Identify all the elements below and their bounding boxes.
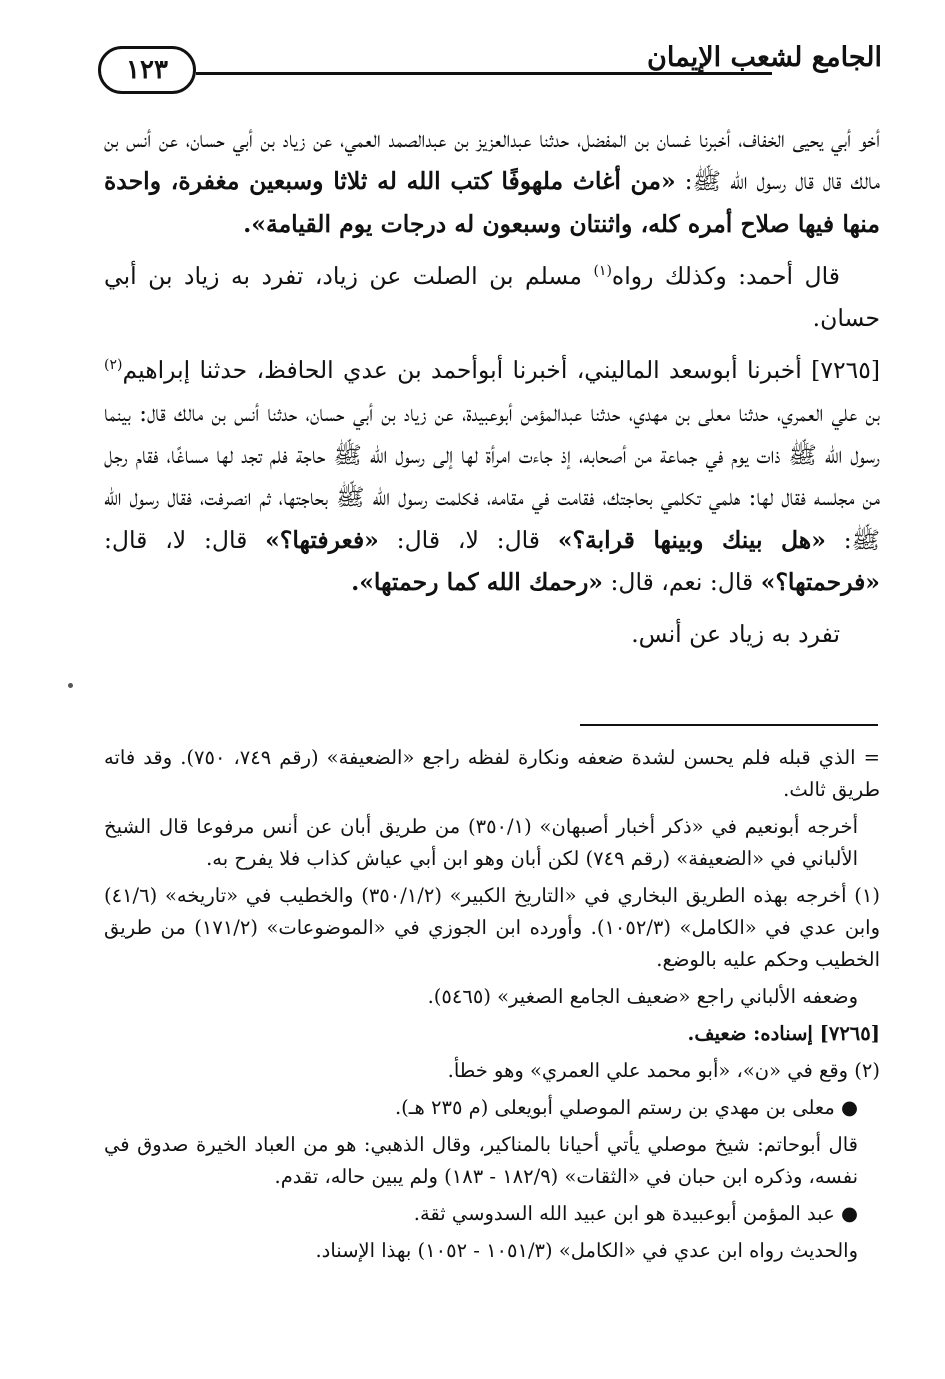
- paragraph-tafarrud: تفرد به زياد عن أنس.: [631, 620, 840, 649]
- footnote-abu-nuaym: أخرجه أبونعيم في «ذكر أخبار أصبهان» (٣٥٠/١) من طريق أبان عن أنس مرفوعا قال الشيخ الألباني في «الضعيفة» (رقم ٧٤٩) لكن أبان وهو ابن أبي عياش كذاب فلا يفرح به.: [104, 815, 858, 870]
- hadith-2-reply-3: قال: نعم، قال:: [602, 567, 761, 596]
- footnote-2: (٢) وقع في «ن»، «أبو محمد علي العمري» وهو خطأ.: [447, 1059, 880, 1082]
- comment-part-a: قال أحمد: وكذلك رواه: [611, 261, 840, 290]
- narrator-mualla: ● معلى بن مهدي بن رستم الموصلي أبويعلى (م ٢٣٥ هـ).: [394, 1096, 858, 1119]
- main-text: [104, 118, 880, 666]
- hadith-1-chain: أخو أبي يحيى الخفاف، أخبرنا غسان بن المفضل، حدثنا عبدالعزيز بن عبدالصمد العمي، عن زياد بن أبي حسان، عن أنس بن مالك قال قال رسول الله ﷺ:: [104, 125, 880, 196]
- scan-speck: [68, 683, 73, 688]
- page-header: [98, 40, 882, 106]
- footnote-1: (١) أخرجه بهذه الطريق البخاري في «التاريخ الكبير» (٣٥٠/١/٢) والخطيب في «تاريخه» (٤١/٦) وابن عدي في «الكامل» (١٠٥٢/٣). وأورده ابن الجوزي في «الموضوعات» (١٧١/٢) من طريق الخطيب وحكم عليه بالوضع.: [104, 884, 881, 971]
- page-number: ١٢٣: [98, 46, 196, 94]
- hadith-1-text: «من أغاث ملهوفًا كتب الله له ثلاثا وسبعين مغفرة، واحدة منها فيها صلاح أمره كله، واثنتان وسبعون له درجات يوم القيامة».: [104, 167, 880, 238]
- narrator-abdulmumin: ● عبد المؤمن أبوعبيدة هو ابن عبيد الله السدوسي ثقة.: [413, 1202, 858, 1225]
- hadith-2-chain-a: [٧٢٦٥] أخبرنا أبوسعد الماليني، أخبرنا أبوأحمد بن عدي الحافظ، حدثنا إبراهيم: [122, 356, 880, 385]
- hadith-2-quote-2: «فعرفتها؟»: [265, 525, 379, 554]
- paragraph-ahmad-comment: [104, 255, 880, 340]
- narrator-mualla-grading: قال أبوحاتم: شيخ موصلي يأتي أحيانا بالمناكير، وقال الذهبي: هو من العباد الخيرة صدوق في نفسه، وذكره ابن حبان في «الثقات» (١٨٢/٩ - ١٨٣) ولم يبين حاله، تقدم.: [104, 1133, 858, 1188]
- paragraph-hadith-7265: [104, 349, 880, 603]
- footnote-divider: [580, 724, 878, 726]
- hadith-source-ibn-adi: والحديث رواه ابن عدي في «الكامل» (١٠٥١/٣ - ١٠٥٢) بهذا الإسناد.: [315, 1239, 858, 1262]
- footnote-1-albani: وضعفه الألباني راجع «ضعيف الجامع الصغير» (٥٤٦٥).: [427, 985, 858, 1008]
- paragraph-hadith-1: [104, 118, 880, 245]
- hadith-2-reply-1: قال: لا، قال:: [378, 525, 558, 554]
- book-title: الجامع لشعب الإيمان: [647, 42, 882, 73]
- hadith-2-reply-2: قال: لا، قال:: [104, 525, 266, 554]
- footnotes: [104, 742, 880, 1272]
- isnad-grade: [٧٢٦٥] إسناده: ضعيف.: [687, 1022, 880, 1045]
- hadith-2-chain-b: بن علي العمري، حدثنا معلى بن مهدي، حدثنا عبدالمؤمن أبوعبيدة، عن زياد بن أبي حسان، حدثنا أنس بن مالك قال: بينما رسول الله ﷺ ذات يوم في جماعة من أصحابه، إذ جاءت امرأة لها إلى رسول الله ﷺ حاجة فلم تجد لها مساغًا، فقام رجل من مجلسه فقال لها: هلمي تكلمي بحاجتك، فقامت في مقامه، فكلمت رسول الله ﷺ بحاجتها، ثم انصرفت، فقال رسول الله ﷺ:: [104, 398, 881, 554]
- footnote-ref-1: (١): [593, 263, 612, 280]
- comment-part-b: مسلم بن الصلت عن زياد، تفرد به زياد بن أبي حسان.: [104, 261, 880, 333]
- footnote-ref-2: (٢): [104, 357, 123, 374]
- footnote-continuation: = الذي قبله فلم يحسن لشدة ضعفه ونكارة لفظه راجع «الضعيفة» (رقم ٧٤٩، ٧٥٠). وقد فاته طريق ثالث.: [104, 746, 880, 801]
- hadith-2-quote-1: «هل بينك وبينها قرابة؟»: [557, 525, 826, 554]
- hadith-2-quote-4: «رحمك الله كما رحمتها».: [351, 567, 603, 596]
- hadith-2-quote-3: «فرحمتها؟»: [760, 567, 880, 596]
